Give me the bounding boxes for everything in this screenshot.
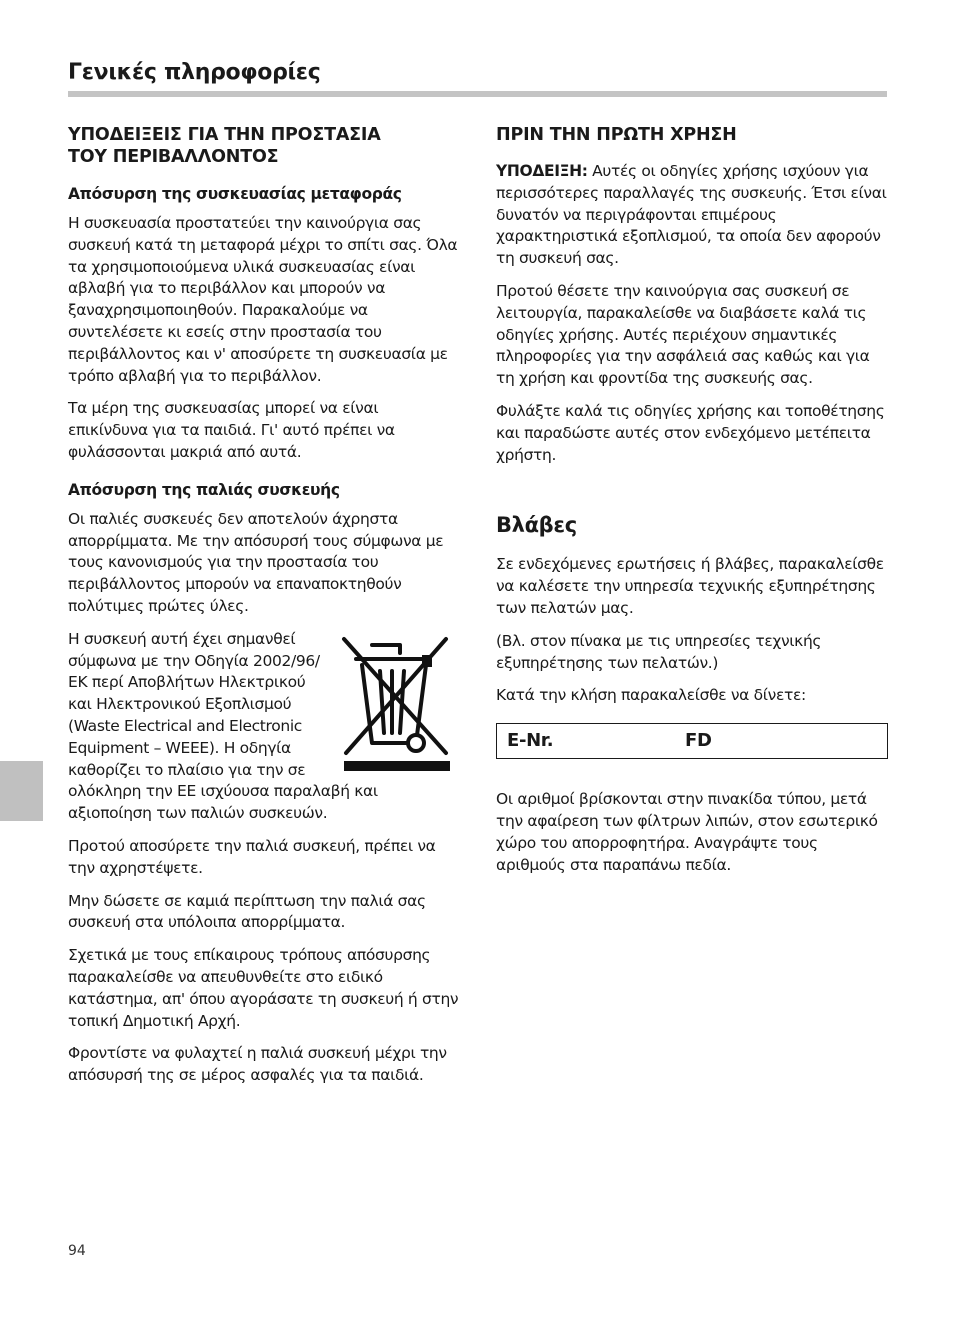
environment-heading	[68, 124, 460, 168]
faults-paragraph-1: Σε ενδεχόμενες ερωτήσεις ή βλάβες, παρακαλείσθε να καλέσετε την υπηρεσία τεχνικής εξυπηρέτησης των πελατών μας.	[496, 555, 884, 617]
before-first-use-heading: ΠΡΙΝ ΤΗΝ ΠΡΩΤΗ ΧΡΗΣΗ	[496, 125, 737, 145]
enr-label: E-Nr.	[507, 730, 554, 752]
title-rule	[68, 91, 887, 97]
packaging-paragraph-1: Η συσκευασία προστατεύει την καινούργια σας συσκευή κατά τη μεταφορά μέχρι το σπίτι σας. Όλα τα χρησιμοποιούμενα υλικά συσκευασίας είναι αβλαβή για το περιβάλλον και μπορούν να ξαναχρησιμοποιηθούν. Παρακαλούμε να συντελέσετε κι εσείς στην προστασία του περιβάλλοντος και ν' αποσύρετε τη συσκευασία με τρόπο αβλαβή για το περιβάλλον.	[68, 214, 458, 385]
old-appliance-disposal-subheading: Απόσυρση της παλιάς συσκευής	[68, 480, 340, 499]
environment-heading-line2: ΤΟΥ ΠΕΡΙΒΑΛΛΟΝΤΟΣ	[68, 147, 279, 167]
right-column	[496, 124, 888, 887]
left-column	[68, 124, 460, 1098]
environment-heading-line1: ΥΠΟΔΕΙΞΕΙΣ ΓΙΑ ΤΗΝ ΠΡΟΣΤΑΣΙΑ	[68, 125, 381, 145]
packaging-paragraph-2: Τα μέρη της συσκευασίας μπορεί να είναι επικίνδυνα για τα παιδιά. Γι' αυτό πρέπει να φυλάσσονται μακριά από αυτά.	[68, 399, 395, 461]
page-title: Γενικές πληροφορίες	[68, 60, 321, 85]
old-appliance-paragraph-5: Σχετικά με τους επίκαιρους τρόπους απόσυρσης παρακαλείσθε να απευθυνθείτε στο ειδικό κατάστημα, απ' όπου αγοράσατε τη συσκευή ή στην τοπική Δημοτική Αρχή.	[68, 946, 459, 1030]
first-use-paragraph-3: Φυλάξτε καλά τις οδηγίες χρήσης και τοποθέτησης και παραδώστε αυτές στον ενδεχόμενο μετέπειτα χρήστη.	[496, 401, 885, 464]
old-appliance-paragraph-6: Φροντίστε να φυλαχτεί η παλιά συσκευή μέχρι την απόσυρσή της σε μέρος ασφαλές για τα παιδιά.	[68, 1044, 447, 1085]
page-number: 94	[68, 1243, 86, 1259]
enr-fd-box	[496, 723, 888, 759]
side-tab-marker	[0, 761, 43, 821]
fd-label: FD	[685, 730, 712, 752]
note-label: ΥΠΟΔΕΙΞΗ:	[496, 162, 588, 180]
old-appliance-paragraph-4: Μην δώσετε σε καμιά περίπτωση την παλιά σας συσκευή στα υπόλοιπα απορρίμματα.	[68, 891, 426, 932]
faults-heading: Βλάβες	[496, 513, 577, 538]
weee-paragraph-text: Η συσκευή αυτή έχει σημανθεί σύμφωνα με την Οδηγία 2002/96/ΕΚ περί Αποβλήτων Ηλεκτρικού και Ηλεκτρονικού Εξοπλισμού (Waste Electrical and Electronic Equipment – WEEE). Η οδηγία καθορίζει το πλαίσιο για την σε ολόκληρη την ΕΕ ισχύουσα παραλαβή και αξιοποίηση των παλιών συσκευών.	[68, 629, 378, 823]
weee-paragraph	[68, 629, 460, 825]
note-paragraph	[496, 161, 888, 270]
old-appliance-paragraph-1: Οι παλιές συσκευές δεν αποτελούν άχρηστα απορρίμματα. Με την απόσυρσή τους σύμφωνα με τους κανονισμούς για την προστασία του περιβάλλοντος μπορούν να επαναποκτηθούν πολύτιμες πρώτες ύλες.	[68, 509, 444, 615]
note-text: Αυτές οι οδηγίες χρήσης ισχύουν για περισσότερες παραλλαγές της συσκευής. Έτσι είναι δυνατόν να περιγράφονται επιμέρους χαρακτηριστικά εξοπλισμού, τα οποία δεν αφορούν τη συσκευή σας.	[496, 162, 887, 268]
first-use-paragraph-2: Προτού θέσετε την καινούργια σας συσκευή σε λειτουργία, παρακαλείσθε να διαβάσετε καλά τις οδηγίες χρήσης. Αυτές περιέχουν σημαντικές πληροφορίες για την ασφάλειά σας καθώς και για τη χρήση και φροντίδα της συσκευής σας.	[496, 281, 870, 388]
packaging-disposal-subheading: Απόσυρση της συσκευασίας μεταφοράς	[68, 185, 402, 203]
faults-paragraph-4: Οι αριθμοί βρίσκονται στην πινακίδα τύπου, μετά την αφαίρεση των φίλτρων λιπών, στον εσωτερικό χώρο του απορροφητήρα. Αναγράψτε τους αριθμούς στα παραπάνω πεδία.	[496, 790, 878, 874]
faults-paragraph-3: Κατά την κλήση παρακαλείσθε να δίνετε:	[496, 686, 806, 705]
crossed-out-wheelie-bin-icon	[338, 631, 456, 773]
faults-paragraph-2: (Βλ. στον πίνακα με τις υπηρεσίες τεχνικής εξυπηρέτησης των πελατών.)	[496, 631, 822, 672]
old-appliance-paragraph-3: Προτού αποσύρετε την παλιά συσκευή, πρέπει να την αχρηστέψετε.	[68, 836, 436, 877]
